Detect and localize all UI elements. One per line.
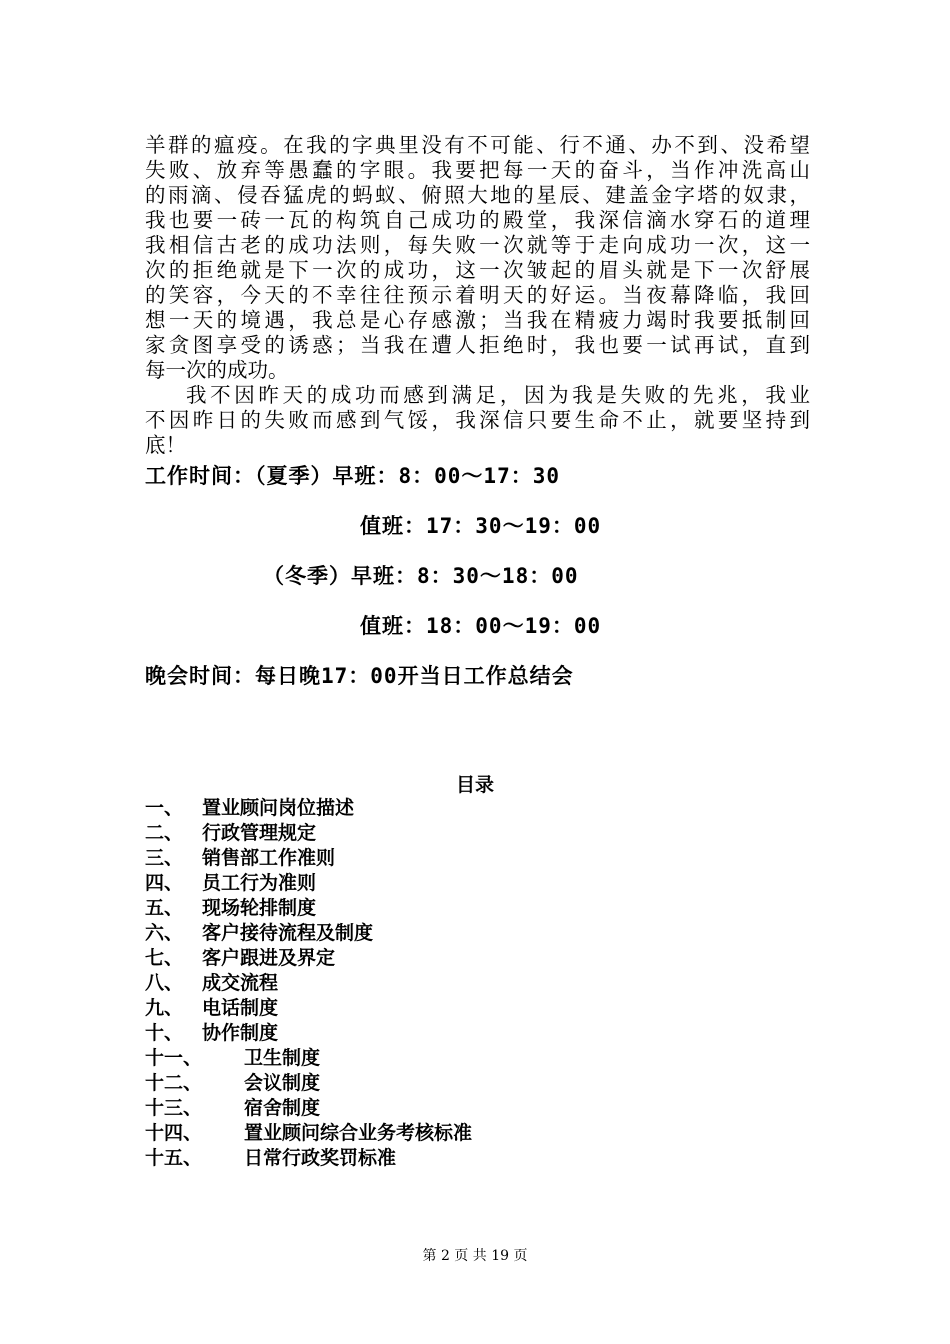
toc-item-number: 四、 — [145, 872, 184, 894]
evening-meeting-line: 晚会时间：每日晚17：00开当日工作总结会 — [145, 664, 574, 688]
toc-item-number: 十三、 — [145, 1097, 203, 1119]
paragraph-line: 羊群的瘟疫。在我的字典里没有不可能、行不通、办不到、没希望 — [145, 133, 810, 157]
toc-item-number: 十五、 — [145, 1147, 203, 1169]
toc-item-number: 十、 — [145, 1022, 184, 1044]
toc-item-title: 会议制度 — [244, 1072, 321, 1094]
paragraph-line: 想一天的境遇，我总是心存感激；当我在精疲力竭时我要抵制回 — [145, 308, 810, 332]
toc-item-title: 宿舍制度 — [244, 1097, 321, 1119]
body-paragraph-1 — [145, 133, 810, 383]
toc-item-title: 销售部工作准则 — [202, 847, 336, 869]
toc-item-number: 十四、 — [145, 1122, 203, 1144]
duty-hours-winter-line: 值班：18：00～19：00 — [360, 614, 602, 638]
toc-item-title: 员工行为准则 — [202, 872, 317, 894]
toc-item-title: 客户接待流程及制度 — [202, 922, 374, 944]
toc-item-title: 置业顾问岗位描述 — [202, 797, 355, 819]
toc-item-title: 电话制度 — [202, 997, 279, 1019]
toc-item-number: 十一、 — [145, 1047, 203, 1069]
toc-item-title: 协作制度 — [202, 1022, 279, 1044]
paragraph-line: 我相信古老的成功法则，每失败一次就等于走向成功一次，这一 — [145, 233, 810, 257]
toc-item-title: 置业顾问综合业务考核标准 — [244, 1122, 473, 1144]
toc-item-number: 一、 — [145, 797, 184, 819]
duty-hours-summer-line: 值班：17：30～19：00 — [360, 514, 602, 538]
toc-item-title: 成交流程 — [202, 972, 279, 994]
paragraph-line: 的笑容，今天的不幸往往预示着明天的好运。当夜幕降临，我回 — [145, 283, 810, 307]
paragraph-line: 每一次的成功。 — [145, 358, 289, 382]
toc-item-number: 二、 — [145, 822, 184, 844]
toc-item-number: 十二、 — [145, 1072, 203, 1094]
paragraph-line: 底！ — [145, 433, 186, 457]
paragraph-line: 我也要一砖一瓦的构筑自己成功的殿堂，我深信滴水穿石的道理 — [145, 208, 810, 232]
toc-item-number: 八、 — [145, 972, 184, 994]
paragraph-line: 不因昨日的失败而感到气馁，我深信只要生命不止，就要坚持到 — [145, 408, 810, 432]
toc-item-title: 日常行政奖罚标准 — [244, 1147, 397, 1169]
paragraph-line: 失败、放弃等愚蠢的字眼。我要把每一天的奋斗，当作冲洗高山 — [145, 158, 810, 182]
toc-item-number: 三、 — [145, 847, 184, 869]
toc-item-number: 六、 — [145, 922, 184, 944]
paragraph-line: 我不因昨天的成功而感到满足，因为我是失败的先兆，我业 — [186, 383, 810, 407]
paragraph-line: 家贪图享受的诱惑；当我在遭人拒绝时，我也要一试再试，直到 — [145, 333, 810, 357]
toc-item-number: 七、 — [145, 947, 184, 969]
toc-item-title: 行政管理规定 — [202, 822, 317, 844]
toc-title: 目录 — [455, 774, 494, 796]
work-hours-winter-line: （冬季）早班：8：30～18：00 — [263, 564, 579, 588]
toc-item-number: 九、 — [145, 997, 184, 1019]
work-hours-summer-line: 工作时间：（夏季）早班：8：00～17：30 — [145, 464, 561, 488]
toc-item-title: 现场轮排制度 — [202, 897, 317, 919]
toc-item-title: 客户跟进及界定 — [202, 947, 336, 969]
toc-item-title: 卫生制度 — [244, 1047, 321, 1069]
paragraph-line: 的雨滴、侵吞猛虎的蚂蚁、俯照大地的星辰、建盖金字塔的奴隶， — [145, 183, 810, 207]
paragraph-line: 次的拒绝就是下一次的成功，这一次皱起的眉头就是下一次舒展 — [145, 258, 810, 282]
toc-item-number: 五、 — [145, 897, 184, 919]
body-paragraph-2 — [145, 383, 810, 458]
page-footer: 第 2 页 共 19 页 — [422, 1248, 528, 1264]
